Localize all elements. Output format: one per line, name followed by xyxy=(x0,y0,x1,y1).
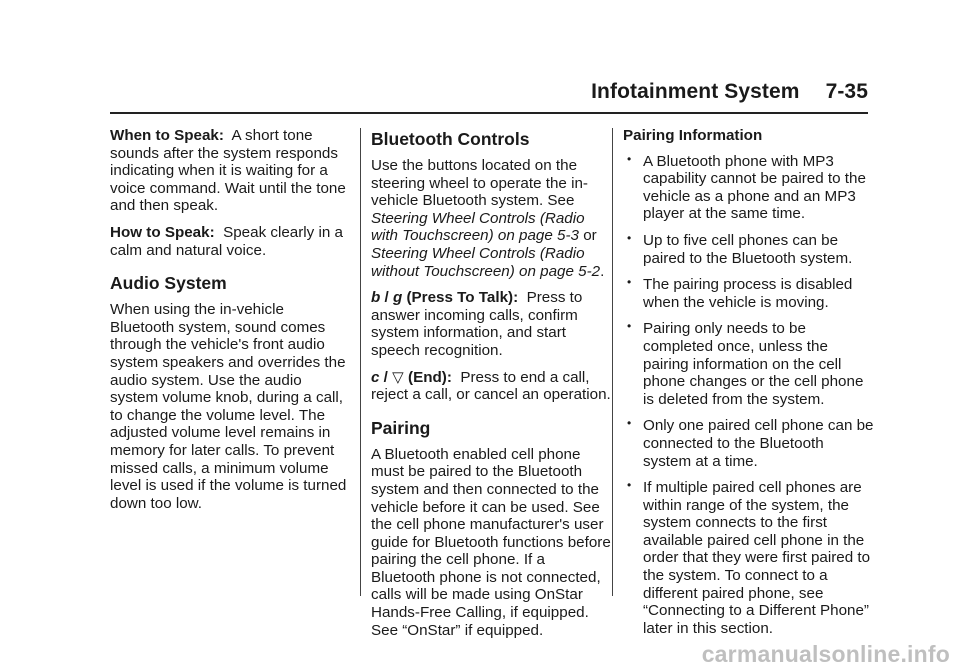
steering-controls-ref-no-touchscreen: Steering Wheel Controls (Radio without Touchscreen) on page 5-2 xyxy=(371,244,601,280)
press-to-talk-separator: / xyxy=(380,289,393,307)
column-divider-2 xyxy=(612,128,613,596)
list-item: • The pairing process is disabled when the vehicle is moving. xyxy=(623,276,875,311)
list-item: • Only one paired cell phone can be connected to the Bluetooth system at a time. xyxy=(623,417,875,470)
column-divider-1 xyxy=(360,128,361,596)
end-label: (End): xyxy=(408,368,452,386)
how-to-speak-paragraph xyxy=(110,224,350,259)
list-item: • A Bluetooth phone with MP3 capability cannot be paired to the vehicle as a phone and an MP3 player at the same time. xyxy=(623,153,875,223)
column-1 xyxy=(110,127,350,521)
how-to-speak-label: How to Speak: xyxy=(110,223,215,241)
how-to-speak-text: Speak clearly in a calm and natural voice. xyxy=(110,223,343,259)
press-to-talk-label: (Press To Talk): xyxy=(406,289,519,307)
end-call-alt-icon: ▽ xyxy=(392,368,404,386)
page-number: 7-35 xyxy=(825,80,868,103)
page-header xyxy=(591,80,868,104)
pairing-text: A Bluetooth enabled cell phone must be paired to the Bluetooth system and then connected to the vehicle before it can be used. See the cell phone manufacturer's user guide for Bluetooth functions before pairing the cell phone. If a Bluetooth phone is not connected, calls will be made using OnStar Hands-Free Calling, if equipped. See “OnStar” if equipped. xyxy=(371,445,611,639)
press-to-talk-text: Press to answer incoming calls, confirm system information, and start speech recognition. xyxy=(371,289,583,359)
bluetooth-controls-text: Use the buttons located on the steering wheel to operate the in-vehicle Bluetooth system. See xyxy=(371,157,588,210)
when-to-speak-paragraph xyxy=(110,127,350,215)
section-title: Infotainment System xyxy=(591,80,800,103)
column-3 xyxy=(623,127,875,646)
press-to-talk-paragraph xyxy=(371,289,611,359)
watermark: carmanualsonline.info xyxy=(701,641,950,667)
audio-system-text: When using the in-vehicle Bluetooth system, sound comes through the vehicle's front audio system speakers and overrides the audio system. Use the audio system volume knob, during a call, to change the volume level. The adjusted volume level remains in memory for later calls. To prevent missed calls, a minimum volume level is used if the volume is turned down too low. xyxy=(110,301,347,512)
bluetooth-controls-heading: Bluetooth Controls xyxy=(371,129,530,149)
press-to-talk-icon: b xyxy=(371,289,381,307)
ref-period: . xyxy=(600,262,605,280)
list-item: • Pairing only needs to be completed once, unless the pairing information on the cell phone changes or the cell phone is deleted from the system. xyxy=(623,320,875,408)
header-rule xyxy=(110,112,868,114)
column-2 xyxy=(371,127,611,648)
press-to-talk-alt-icon: g xyxy=(392,289,403,307)
end-call-icon: c xyxy=(371,368,380,386)
end-separator: / xyxy=(379,368,393,386)
end-text: Press to end a call, reject a call, or cancel an operation. xyxy=(371,368,611,404)
ref-or: or xyxy=(583,227,597,245)
pairing-information-list xyxy=(623,153,875,638)
end-paragraph xyxy=(371,369,611,404)
list-item: • Up to five cell phones can be paired to the Bluetooth system. xyxy=(623,232,875,267)
steering-controls-ref-touchscreen: Steering Wheel Controls (Radio with Touchscreen) on page 5-3 xyxy=(371,209,585,245)
pairing-heading: Pairing xyxy=(371,417,431,438)
when-to-speak-label: When to Speak: xyxy=(110,127,224,144)
bluetooth-controls-paragraph xyxy=(371,157,611,280)
when-to-speak-text: A short tone sounds after the system responds indicating when it is waiting for a voice command. Wait until the tone and then speak. xyxy=(110,127,346,215)
pairing-information-heading: Pairing Information xyxy=(623,127,763,144)
list-item: • If multiple paired cell phones are within range of the system, the system connects to the first available paired cell phone in the order that they were first paired to the system. To connect to a different paired phone, see “Connecting to a Different Phone” later in this section. xyxy=(623,479,875,637)
audio-system-heading: Audio System xyxy=(110,273,227,294)
